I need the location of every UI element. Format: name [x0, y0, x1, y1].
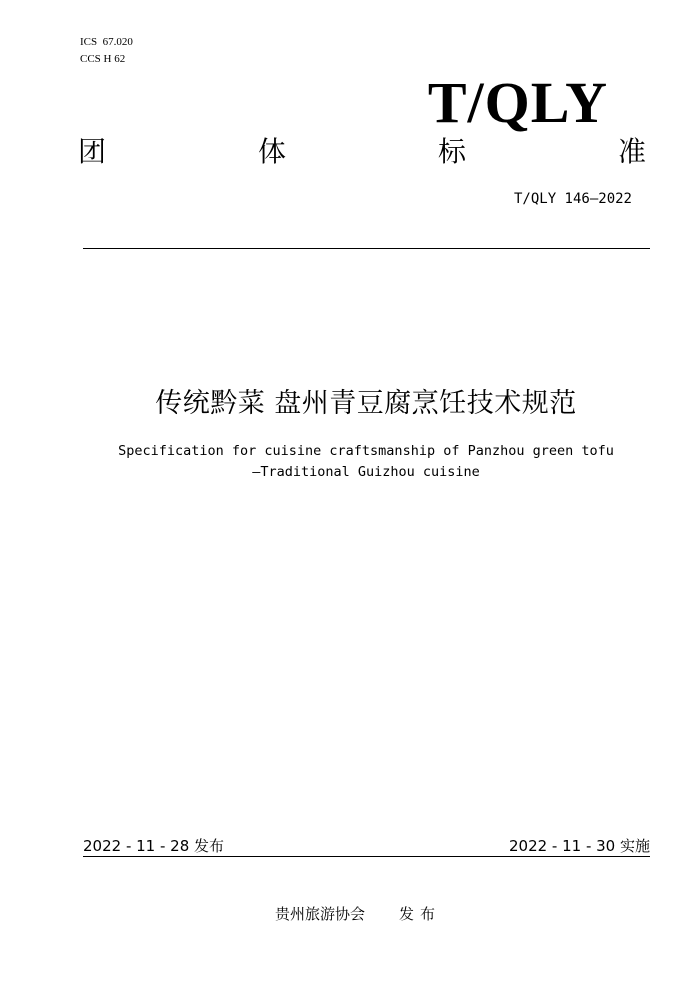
standard-type: [78, 134, 646, 170]
publisher-name: 贵州旅游协会: [274, 905, 365, 923]
publisher-line: [0, 903, 700, 924]
ccs-code: CCS H 62: [80, 53, 126, 65]
implement-date: 2022 - 11 - 30 实施: [508, 837, 650, 855]
standard-type-char: 标: [437, 135, 466, 168]
standard-type-char: 准: [617, 135, 646, 168]
classification-codes: [80, 34, 133, 68]
ics-code: ICS 67.020: [80, 36, 133, 48]
title-english-line1: Specification for cuisine craftsmanship of Panzhou green tofu: [118, 443, 614, 459]
standard-type-char: 团: [78, 135, 107, 168]
standard-logo: T/QLY: [427, 70, 608, 135]
title-english-line2: —Traditional Guizhou cuisine: [252, 464, 480, 480]
standard-type-char: 体: [257, 135, 286, 168]
title-chinese: 传统黔菜 盘州青豆腐烹饪技术规范: [155, 388, 577, 419]
publish-action: 发布: [399, 905, 442, 923]
standard-number: T/QLY 146—2022: [513, 191, 632, 207]
header-divider: [83, 248, 650, 249]
footer-divider: [83, 856, 650, 857]
issue-date: 2022 - 11 - 28 发布: [83, 837, 225, 855]
